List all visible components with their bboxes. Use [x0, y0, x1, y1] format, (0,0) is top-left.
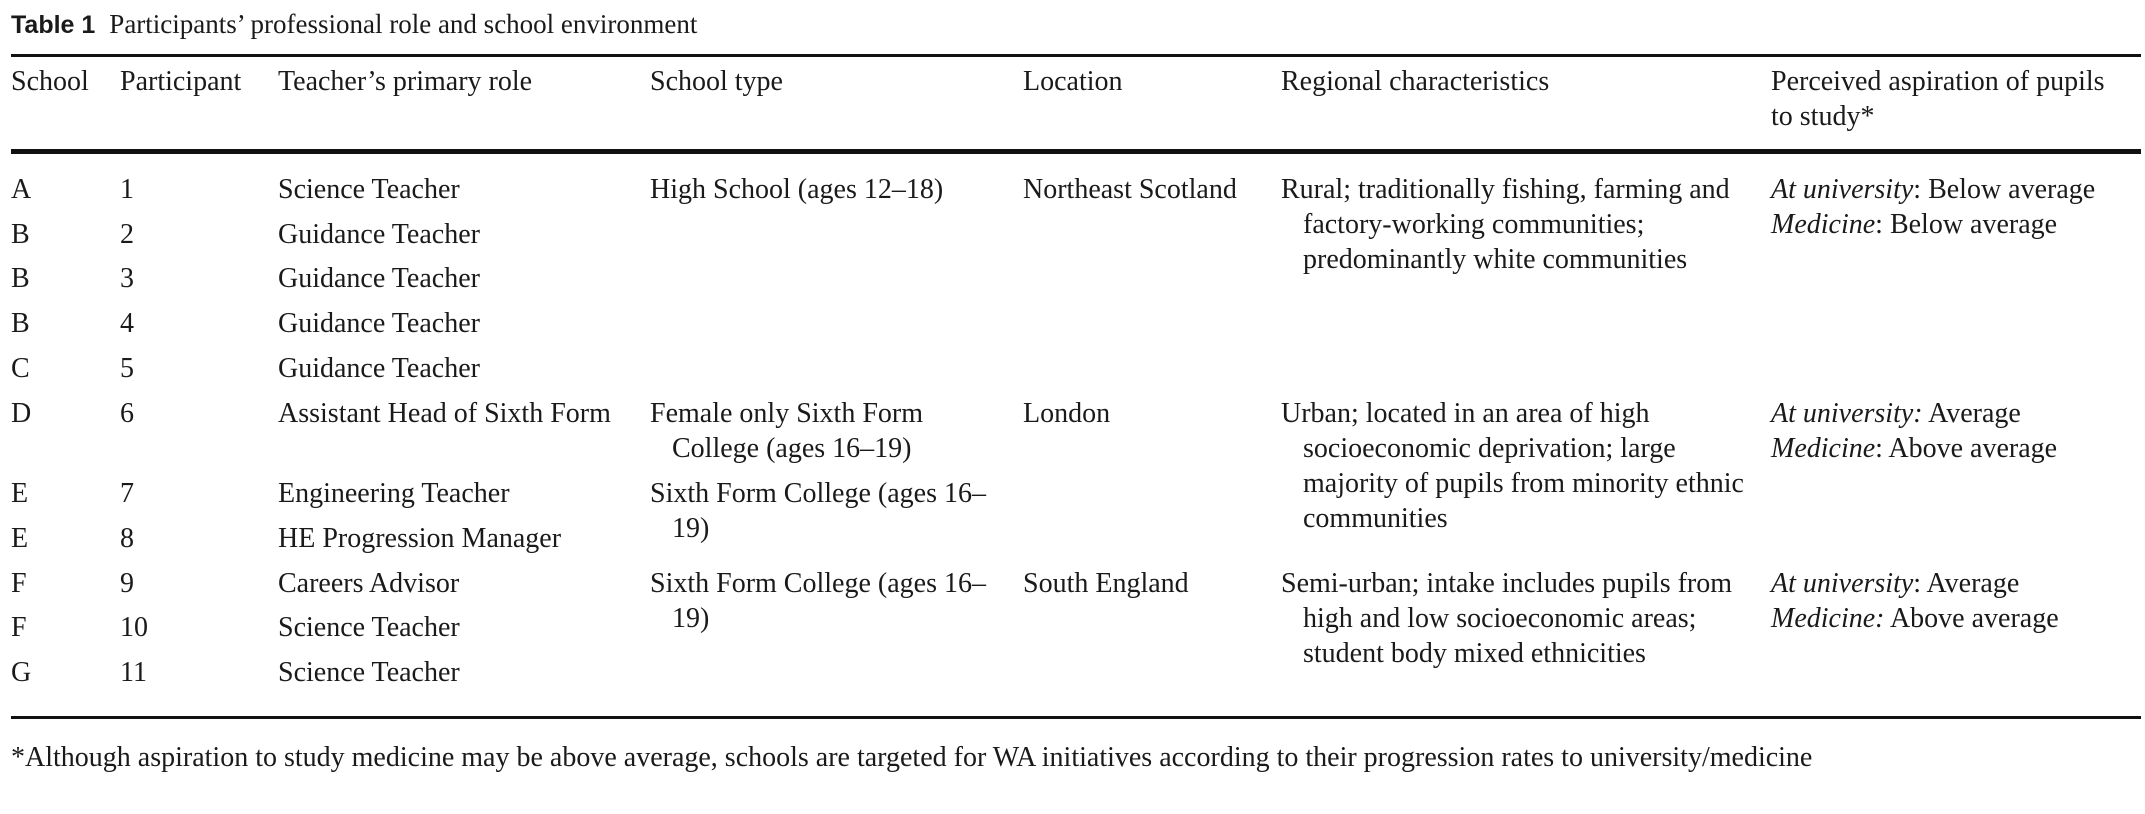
- cell-participant: 2: [120, 219, 134, 250]
- cell-role: Careers Advisor: [278, 568, 460, 599]
- aspiration-medicine-label: Medicine: [1771, 209, 1876, 240]
- cell-regional: Urban; located in an area of high socioeconomic deprivation; large majority of pupils from minority ethnic communities: [1281, 398, 1744, 534]
- aspiration-university-value: Average: [1922, 398, 2021, 429]
- cell-role: Guidance Teacher: [278, 263, 480, 294]
- aspiration-medicine-label: Medicine: [1771, 433, 1876, 464]
- cell-school: F: [11, 568, 27, 599]
- table-caption: [11, 6, 697, 42]
- header-aspiration-line1: Perceived aspiration of pupils: [1771, 66, 2105, 97]
- aspiration-university-label: At university: [1771, 174, 1914, 205]
- cell-school: F: [11, 612, 27, 643]
- cell-participant: 9: [120, 568, 134, 599]
- cell-role: Guidance Teacher: [278, 219, 480, 250]
- aspiration-university-value: : Average: [1913, 568, 2020, 599]
- bottom-rule: [11, 716, 2141, 719]
- cell-role: Science Teacher: [278, 174, 460, 205]
- cell-school: B: [11, 308, 30, 339]
- aspiration-university-label: At university: [1771, 568, 1914, 599]
- cell-school-type: Sixth Form College (ages 16–19): [650, 568, 986, 634]
- cell-school: E: [11, 478, 29, 509]
- cell-role: Guidance Teacher: [278, 308, 480, 339]
- top-rule: [11, 54, 2141, 57]
- cell-participant: 11: [120, 657, 147, 688]
- cell-participant: 1: [120, 174, 134, 205]
- cell-aspiration: [1771, 396, 2057, 466]
- cell-location: South England: [1023, 568, 1189, 599]
- cell-role: Assistant Head of Sixth Form: [278, 398, 611, 429]
- table-title: Participants’ professional role and school environment: [109, 9, 698, 39]
- cell-school: G: [11, 657, 32, 688]
- cell-participant: 10: [120, 612, 148, 643]
- cell-role: Guidance Teacher: [278, 353, 480, 384]
- aspiration-university-label: At university:: [1771, 398, 1923, 429]
- cell-aspiration: [1771, 172, 2095, 242]
- aspiration-medicine-value: : Below average: [1875, 209, 2058, 240]
- aspiration-medicine-value: Above average: [1884, 603, 2059, 634]
- cell-location: London: [1023, 398, 1111, 429]
- footnote: *Although aspiration to study medicine may be above average, schools are targeted for WA initiatives according to their progression rates to university/medicine: [11, 742, 1813, 773]
- cell-participant: 4: [120, 308, 134, 339]
- table-label: Table 1: [11, 11, 96, 39]
- aspiration-university-value: : Below average: [1913, 174, 2096, 205]
- header-aspiration: [1771, 64, 2105, 134]
- cell-location: Northeast Scotland: [1023, 174, 1237, 205]
- cell-school: E: [11, 523, 29, 554]
- cell-school-type: Sixth Form College (ages 16–19): [650, 478, 986, 544]
- cell-role: HE Progression Manager: [278, 523, 562, 554]
- aspiration-medicine-value: : Above average: [1875, 433, 2058, 464]
- cell-school: D: [11, 398, 32, 429]
- header-school-type: School type: [650, 66, 783, 97]
- cell-participant: 3: [120, 263, 134, 294]
- header-school: School: [11, 66, 89, 97]
- cell-school: B: [11, 219, 30, 250]
- cell-school: A: [11, 174, 32, 205]
- cell-regional: Rural; traditionally fishing, farming and factory-working communities; predominantly white communities: [1281, 174, 1730, 275]
- cell-role: Science Teacher: [278, 612, 460, 643]
- cell-school-type: Female only Sixth Form College (ages 16–19): [650, 398, 923, 464]
- header-participant: Participant: [120, 66, 242, 97]
- header-location: Location: [1023, 66, 1123, 97]
- cell-participant: 6: [120, 398, 134, 429]
- cell-role: Engineering Teacher: [278, 478, 510, 509]
- header-aspiration-line2: to study*: [1771, 101, 1875, 132]
- cell-school: C: [11, 353, 30, 384]
- cell-school-type: High School (ages 12–18): [650, 174, 944, 205]
- cell-participant: 8: [120, 523, 134, 554]
- cell-role: Science Teacher: [278, 657, 460, 688]
- cell-participant: 7: [120, 478, 134, 509]
- cell-regional: Semi-urban; intake includes pupils from high and low socioeconomic areas; student body mixed ethnicities: [1281, 568, 1733, 669]
- cell-school: B: [11, 263, 30, 294]
- cell-aspiration: [1771, 566, 2059, 636]
- header-role: Teacher’s primary role: [278, 66, 533, 97]
- aspiration-medicine-label: Medicine:: [1771, 603, 1885, 634]
- cell-participant: 5: [120, 353, 134, 384]
- header-rule: [11, 149, 2141, 154]
- header-regional: Regional characteristics: [1281, 66, 1550, 97]
